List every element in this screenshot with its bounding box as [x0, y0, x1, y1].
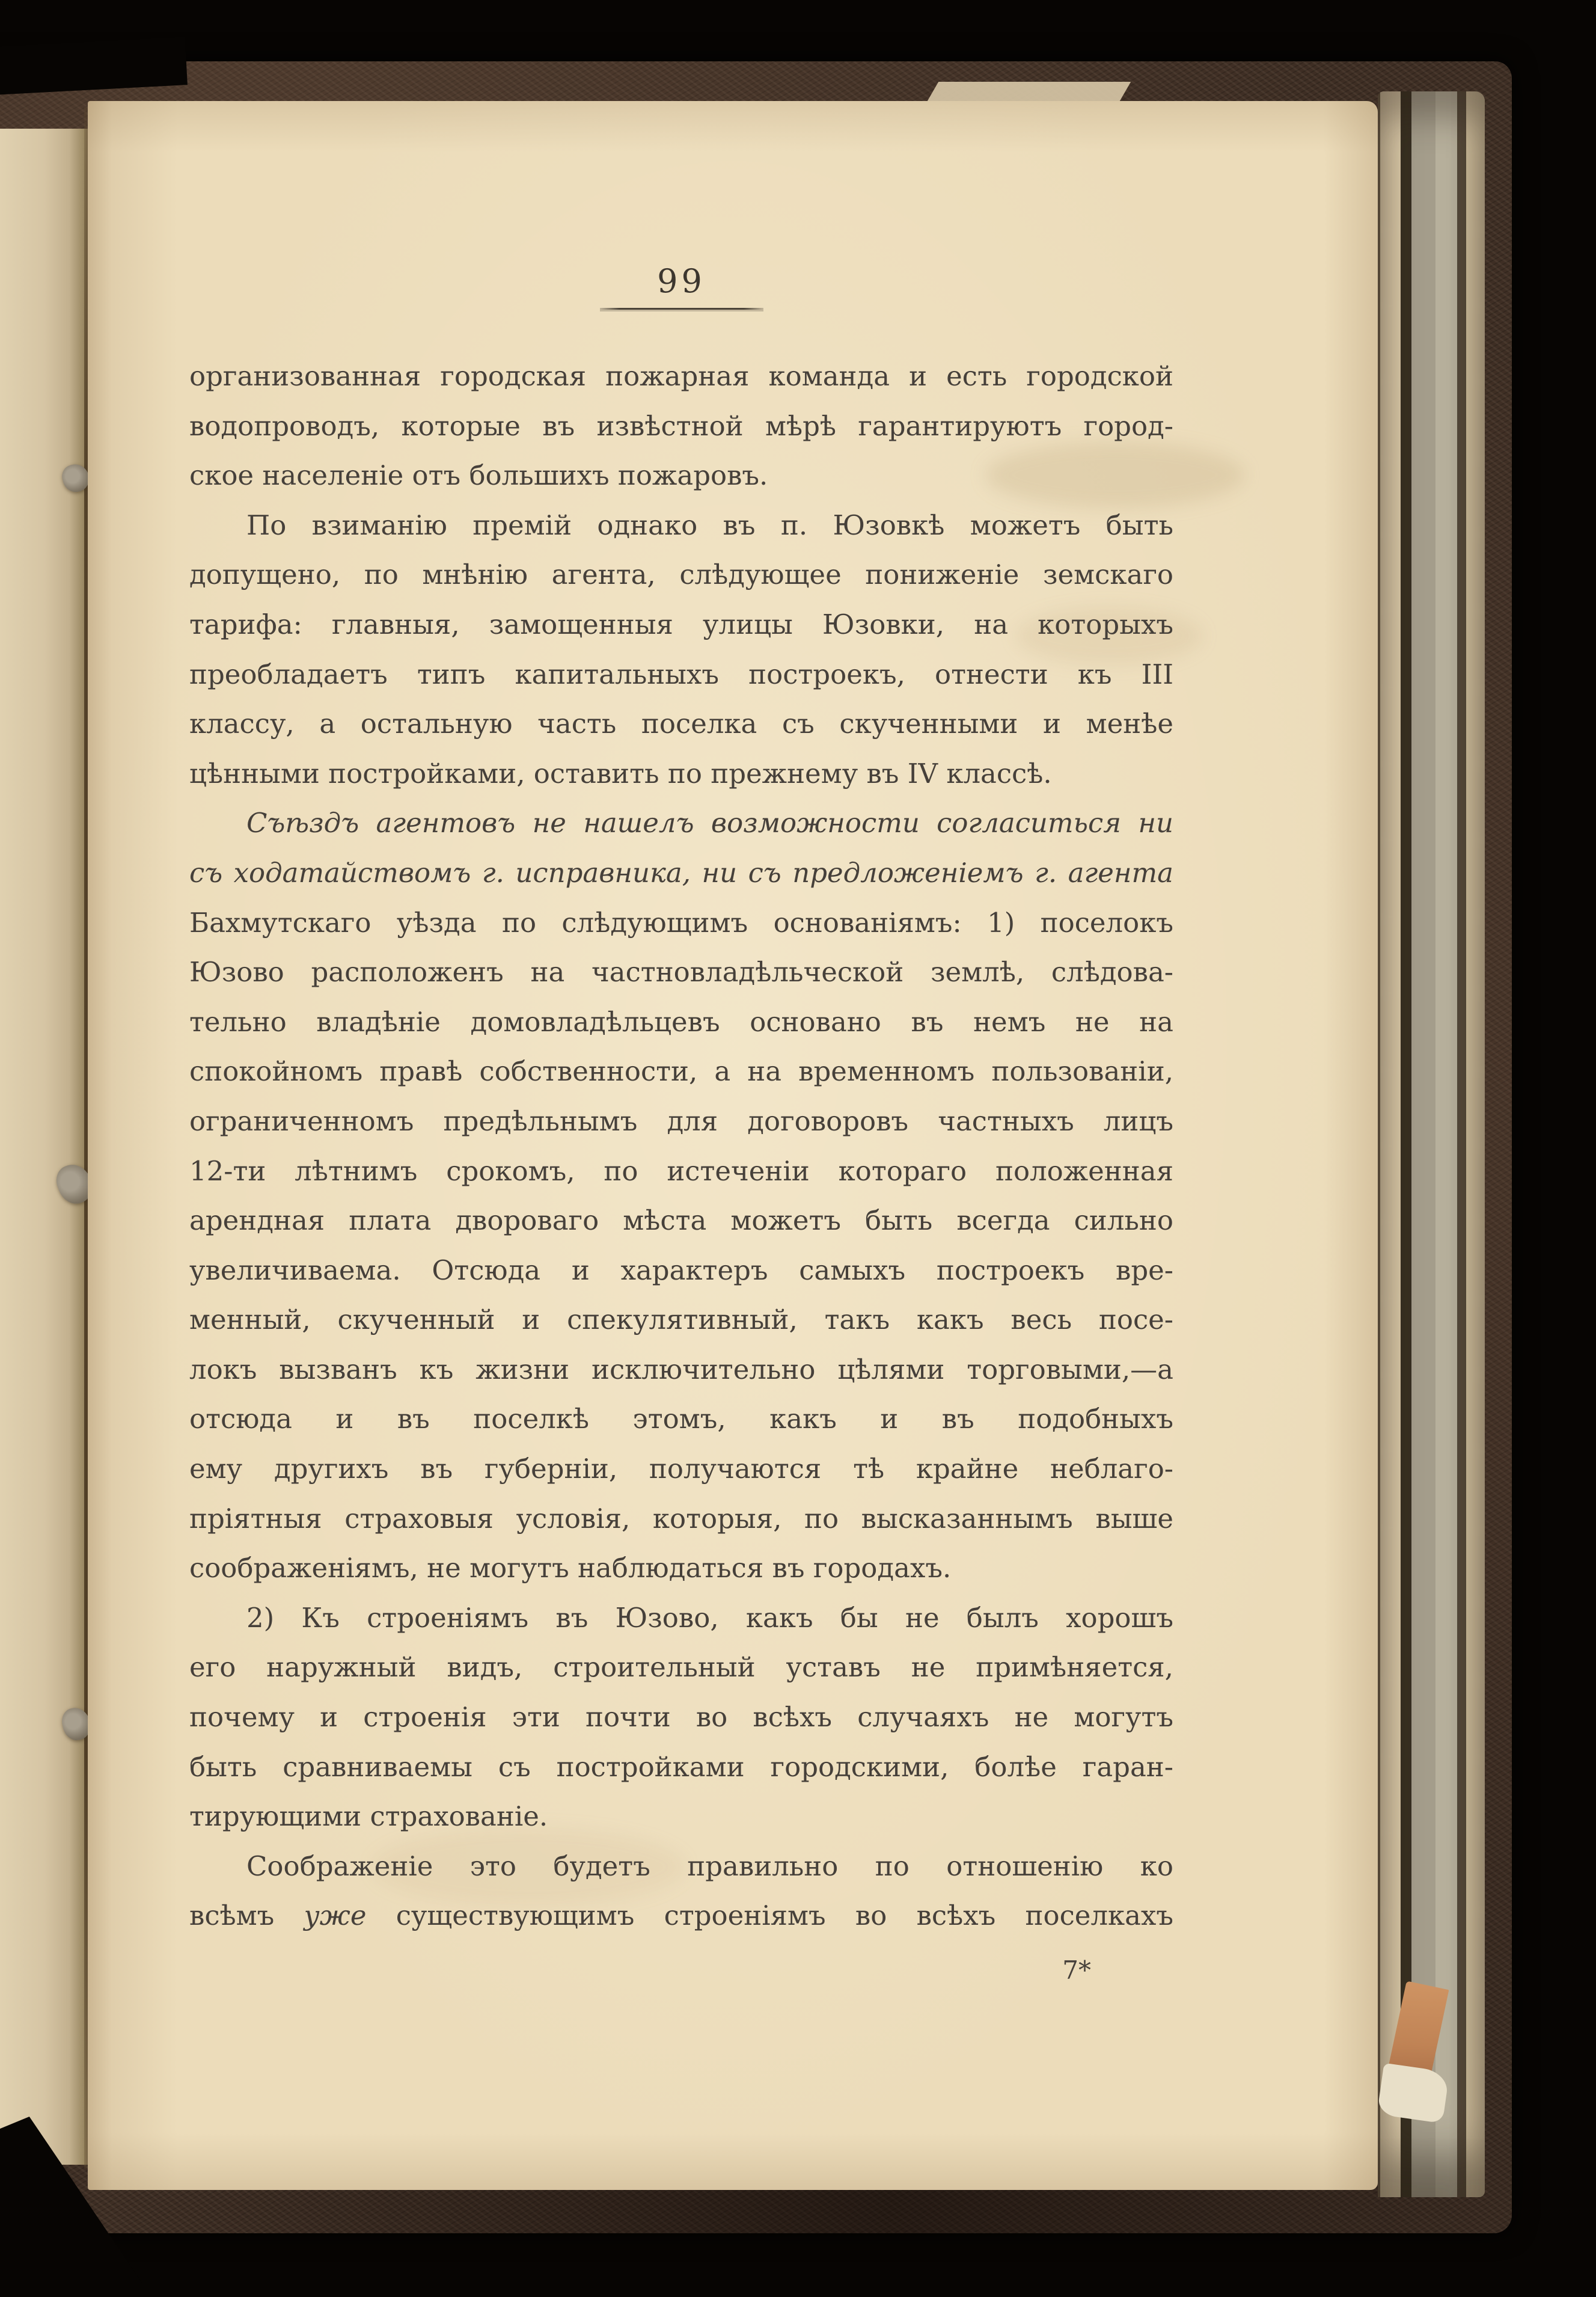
- text-segment: ему другихъ въ губерніи, получаются тѣ крайне неблаго-: [189, 1453, 1173, 1485]
- peeking-page-corner: [928, 82, 1131, 101]
- text-line: [189, 1345, 1173, 1395]
- text-segment: всѣмъ: [189, 1900, 304, 1932]
- text-line: [189, 848, 1173, 898]
- text-segment: классу, а остальную часть поселка съ скученными и менѣе: [189, 708, 1173, 740]
- text-line: [189, 1047, 1173, 1097]
- text-line: [189, 998, 1173, 1047]
- text-line: [189, 1593, 1173, 1643]
- text-segment: уже: [304, 1900, 367, 1932]
- text-line: [189, 1643, 1173, 1693]
- page-number: 99: [657, 262, 706, 300]
- text-segment: цѣнными постройками, оставить по прежнему въ IV классѣ.: [189, 757, 1052, 790]
- text-line: [189, 352, 1173, 402]
- text-segment: быть сравниваемы съ постройками городскими, болѣе гаран-: [189, 1750, 1173, 1783]
- text-line: [189, 1196, 1173, 1246]
- facing-page-sliver: [0, 129, 89, 2165]
- text-segment: преобладаетъ типъ капитальныхъ построекъ, отнести къ III: [189, 658, 1173, 690]
- text-line: [189, 948, 1173, 998]
- text-line: [189, 1394, 1173, 1444]
- text-segment: локъ вызванъ къ жизни исключительно цѣлями торговыми,—а: [189, 1353, 1173, 1385]
- text-line: [189, 699, 1173, 749]
- page-edge-stack: [1378, 91, 1485, 2197]
- text-segment: Бахмутскаго уѣзда по слѣдующимъ основаніямъ: 1) поселокъ: [189, 906, 1173, 939]
- text-segment: По взиманію премій однако въ п. Юзовкѣ можетъ быть: [246, 509, 1173, 541]
- text-line: [189, 1891, 1173, 1941]
- text-segment: Съѣздъ агентовъ не нашелъ возможности согласиться ни: [246, 807, 1173, 839]
- text-segment: увеличиваема. Отсюда и характеръ самыхъ построекъ вре-: [189, 1254, 1173, 1286]
- text-segment: отсюда и въ поселкѣ этомъ, какъ и въ подобныхъ: [189, 1403, 1173, 1435]
- text-line: [189, 1246, 1173, 1296]
- text-segment: водопроводъ, которые въ извѣстной мѣрѣ гарантируютъ город-: [189, 409, 1173, 442]
- text-segment: 2) Къ строеніямъ въ Юзово, какъ бы не былъ хорошъ: [246, 1601, 1173, 1634]
- text-segment: соображеніямъ, не могутъ наблюдаться въ городахъ.: [189, 1552, 952, 1584]
- text-line: [189, 550, 1173, 600]
- text-segment: тельно владѣніе домовладѣльцевъ основано въ немъ не на: [189, 1005, 1173, 1038]
- text-segment: ограниченномъ предѣльнымъ для договоровъ частныхъ лицъ: [189, 1105, 1173, 1137]
- page-header: [189, 263, 1173, 310]
- text-segment: съ ходатайствомъ г. исправника, ни съ предложеніемъ г. агента: [189, 856, 1173, 889]
- text-line: [189, 1097, 1173, 1147]
- text-line: [189, 1743, 1173, 1793]
- text-segment: допущено, по мнѣнію агента, слѣдующее пониженіе земскаго: [189, 559, 1173, 591]
- text-line: [189, 1295, 1173, 1345]
- text-line: [189, 1544, 1173, 1593]
- text-segment: Юзово расположенъ на частновладѣльческой землѣ, слѣдова-: [189, 956, 1173, 989]
- text-block: [189, 352, 1173, 1941]
- text-line: [189, 650, 1173, 700]
- text-line: [189, 501, 1173, 551]
- text-segment: ское населеніе отъ большихъ пожаровъ.: [189, 459, 768, 492]
- text-segment: тирующими страхованіе.: [189, 1800, 548, 1833]
- signature-mark: 7*: [1062, 1955, 1091, 1985]
- text-segment: организованная городская пожарная команда и есть городской: [189, 360, 1173, 392]
- text-segment: 12-ти лѣтнимъ срокомъ, по истеченіи котораго положенная: [189, 1155, 1173, 1187]
- text-line: [189, 402, 1173, 452]
- text-line: [189, 1147, 1173, 1197]
- text-line: [189, 1444, 1173, 1494]
- text-segment: спокойномъ правѣ собственности, а на временномъ пользованіи,: [189, 1055, 1173, 1088]
- text-segment: существующимъ строеніямъ во всѣхъ поселкахъ: [366, 1900, 1173, 1932]
- page-number-rule: [600, 308, 763, 310]
- text-line: [189, 451, 1173, 501]
- text-line: [189, 600, 1173, 650]
- text-segment: его наружный видъ, строительный уставъ не примѣняется,: [189, 1651, 1173, 1684]
- text-line: [189, 1792, 1173, 1842]
- text-line: [189, 1494, 1173, 1544]
- text-segment: пріятныя страховыя условія, которыя, по высказаннымъ выше: [189, 1502, 1173, 1535]
- text-segment: почему и строенія эти почти во всѣхъ случаяхъ не могутъ: [189, 1701, 1173, 1734]
- text-segment: арендная плата двороваго мѣста можетъ быть всегда сильно: [189, 1204, 1173, 1237]
- text-line: [189, 799, 1173, 848]
- text-line: [189, 1842, 1173, 1892]
- text-segment: менный, скученный и спекулятивный, такъ какъ весь посе-: [189, 1304, 1173, 1336]
- text-line: [189, 1693, 1173, 1743]
- text-segment: Соображеніе это будетъ правильно по отношенію ко: [246, 1850, 1173, 1882]
- text-line: [189, 749, 1173, 799]
- text-segment: тарифа: главныя, замощенныя улицы Юзовки, на которыхъ: [189, 608, 1173, 640]
- text-line: [189, 898, 1173, 948]
